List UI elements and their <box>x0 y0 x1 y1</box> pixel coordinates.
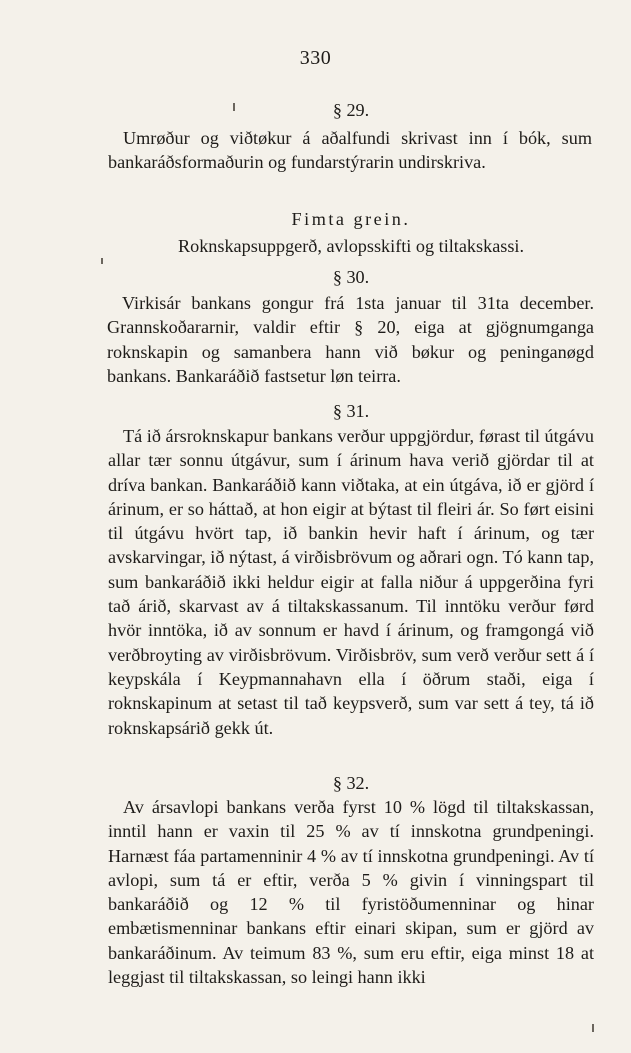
section-31-heading: § 31. <box>332 401 370 421</box>
ink-speck <box>101 258 103 264</box>
section-29-text: Umrøður og viðtøkur á aðalfundi skrivast inn í bók, sum bankaráðsformaðurin og fundarstýrarin undirskriva. <box>108 128 592 173</box>
ink-speck <box>592 1024 594 1032</box>
section-32-text: Av ársavlopi bankans verða fyrst 10 % lögd til tiltakskassan, inntil hann er vaxin til 25 % av tí innskotna grundpeningi. Harnæst fáa partamenninir 4 % av tí innskotna grundpeningi. Av tí avlopi, sum tá er eftir, verða 5 % givin í vinningspart til bankaráðið og 12 % til fyristöðumenninar og hinar embætismenninar bankans eftir einari skipan, sum er gjörd av bankaráðinum. Av teimum 83 %, sum eru eftir, eiga minst 18 at leggjast til tiltakskassan, so leingi hann ikki <box>108 797 594 988</box>
chapter-title: Fimta grein. <box>291 209 411 229</box>
page-number: 330 <box>299 47 332 69</box>
section-30-text: Virkisár bankans gongur frá 1sta januar til 31ta december. Grannskoðararnir, valdir eftir § 20, eiga at gjögnumganga roknskapin og samanbera hann við bøkur og peninganøgd bankans. Bankaráðið fastsetur løn teirra. <box>107 293 594 386</box>
section-31-text: Tá ið ársroknskapur bankans verður uppgjördur, førast til útgávu allar tær sonnu útgávur, sum í árinum hava verið gjördar til at dríva bankan. Bankaráðið kann viðtaka, at ein útgáva, ið er gjörd í árinum, er so háttað, at hon eigir at býtast til fleiri ár. So ført eisini til útgávu hvört tap, ið bankin hevir haft í árinum, og tær avskarvingar, ið nýtast, á virðisbrövum og aðrari ogn. Tó kann tap, sum bankaráðið ikki heldur eigir at falla niður á uppgerðina fyri tað árið, skarvast av á tiltakskassanum. Til inntöku verður førd hvör inntöka, ið av sonnum er havd í árinum, og framgongá við verðbroyting av virðisbrövum. Virðisbröv, sum verð verður sett á í keypskála í Keypmannahavn ella í öðrum staði, eiga í roknskapinum at setast til tað keypsverð, sum var sett á tey, tá ið roknskapsárið gekk út. <box>108 426 594 738</box>
section-30-heading: § 30. <box>332 267 370 287</box>
chapter-subtitle: Roknskapsuppgerð, avlopsskifti og tiltakskassi. <box>177 236 525 256</box>
section-29-heading: § 29. <box>332 100 370 120</box>
ink-speck <box>233 103 235 111</box>
section-32-heading: § 32. <box>332 773 370 793</box>
